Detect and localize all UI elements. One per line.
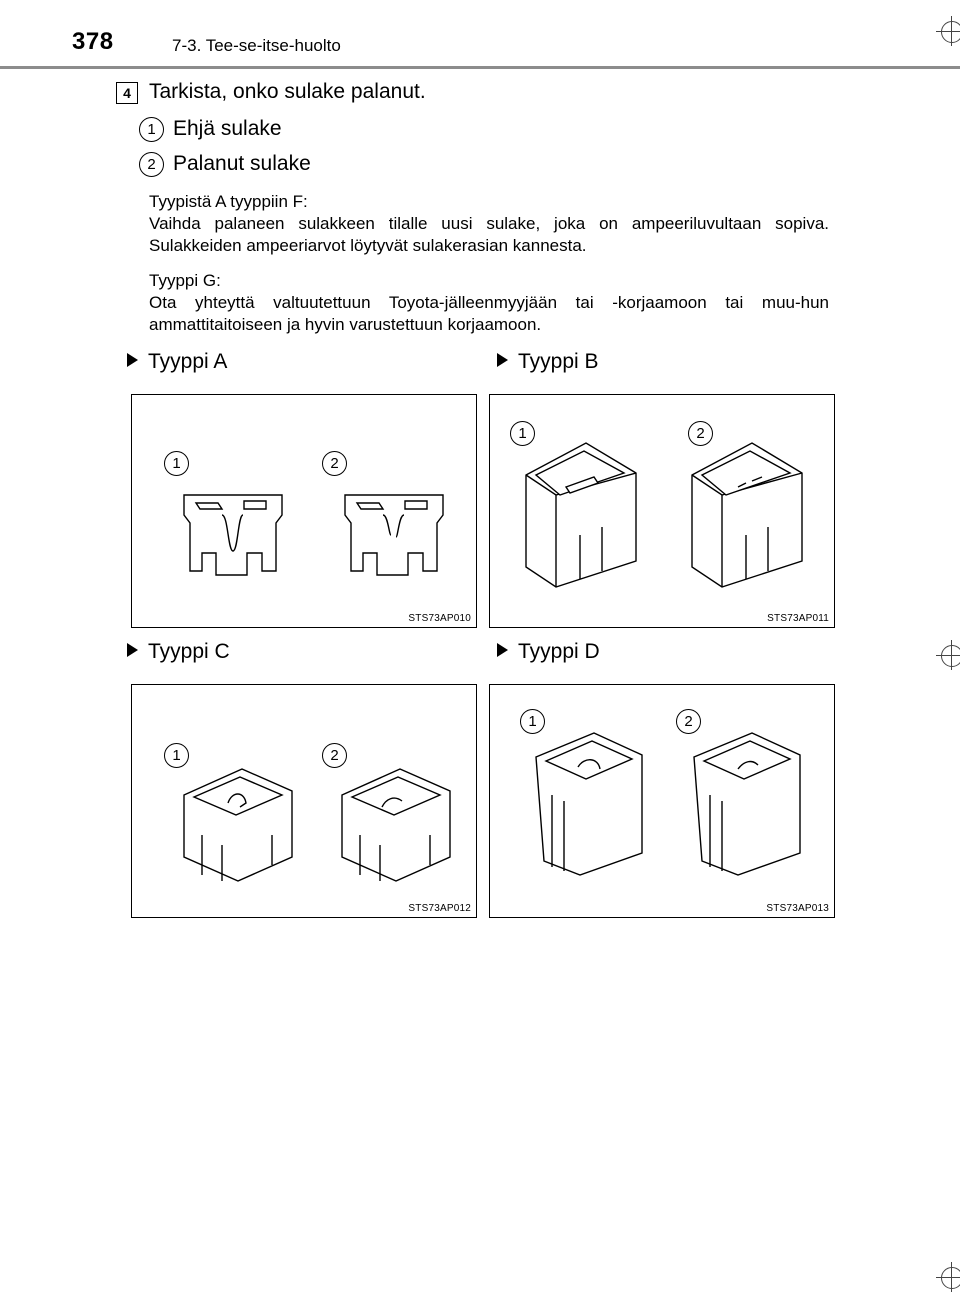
figure-label-intact: 1 — [164, 451, 189, 476]
figure-type-b — [489, 394, 835, 628]
page-number: 378 — [72, 28, 114, 55]
paragraph-body: Ota yhteyttä valtuutettuun Toyota-jälleenmyyjään tai -korjaamoon tai muu-hun ammattitaitoiseen ja hyvin varustettuun korjaamoon. — [149, 293, 829, 334]
legend-number: 2 — [139, 152, 164, 177]
triangle-bullet-icon — [497, 353, 508, 367]
figure-type-a — [131, 394, 477, 628]
figure-caption-d — [497, 640, 600, 664]
step-instruction: Tarkista, onko sulake palanut. — [149, 80, 426, 103]
registration-mark-icon — [936, 1262, 960, 1292]
figure-code: STS73AP011 — [767, 613, 829, 624]
caption-text: Tyyppi D — [518, 640, 600, 663]
figure-caption-c — [127, 640, 230, 664]
legend-item-intact — [139, 117, 282, 142]
paragraph-lead: Tyyppi G: — [149, 271, 221, 290]
figure-label-blown: 2 — [676, 709, 701, 734]
figure-caption-a — [127, 350, 227, 374]
paragraph-types-a-f — [149, 191, 829, 257]
figure-label-intact: 1 — [510, 421, 535, 446]
triangle-bullet-icon — [127, 353, 138, 367]
paragraph-type-g — [149, 270, 829, 336]
triangle-bullet-icon — [127, 643, 138, 657]
figure-caption-b — [497, 350, 599, 374]
paragraph-lead: Tyypistä A tyyppiin F: — [149, 192, 308, 211]
figure-code: STS73AP012 — [408, 903, 471, 914]
figure-label-blown: 2 — [322, 743, 347, 768]
figure-code: STS73AP010 — [408, 613, 471, 624]
registration-mark-icon — [936, 16, 960, 46]
section-title: 7-3. Tee-se-itse-huolto — [172, 36, 341, 55]
header-rule — [0, 66, 960, 69]
figure-type-d — [489, 684, 835, 918]
caption-text: Tyyppi B — [518, 350, 599, 373]
figure-label-intact: 1 — [520, 709, 545, 734]
triangle-bullet-icon — [497, 643, 508, 657]
legend-label: Ehjä sulake — [173, 117, 282, 141]
legend-label: Palanut sulake — [173, 152, 311, 176]
step-number-badge: 4 — [116, 82, 138, 104]
legend-item-blown — [139, 152, 311, 177]
registration-mark-icon — [936, 640, 960, 670]
box-fuse-illustration — [132, 685, 476, 917]
legend-number: 1 — [139, 117, 164, 142]
paragraph-body: Vaihda palaneen sulakkeen tilalle uusi sulake, joka on ampeeriluvultaan sopiva. Sulakkeiden ampeeriarvot löytyvät sulakerasian kannesta. — [149, 214, 829, 255]
figure-label-blown: 2 — [322, 451, 347, 476]
figure-type-c — [131, 684, 477, 918]
caption-text: Tyyppi A — [148, 350, 228, 373]
blade-fuse-illustration — [132, 395, 476, 627]
figure-code: STS73AP013 — [766, 903, 829, 914]
cartridge-fuse-illustration — [490, 395, 834, 627]
caption-text: Tyyppi C — [148, 640, 230, 663]
figure-label-intact: 1 — [164, 743, 189, 768]
figure-label-blown: 2 — [688, 421, 713, 446]
page-header — [0, 0, 960, 72]
